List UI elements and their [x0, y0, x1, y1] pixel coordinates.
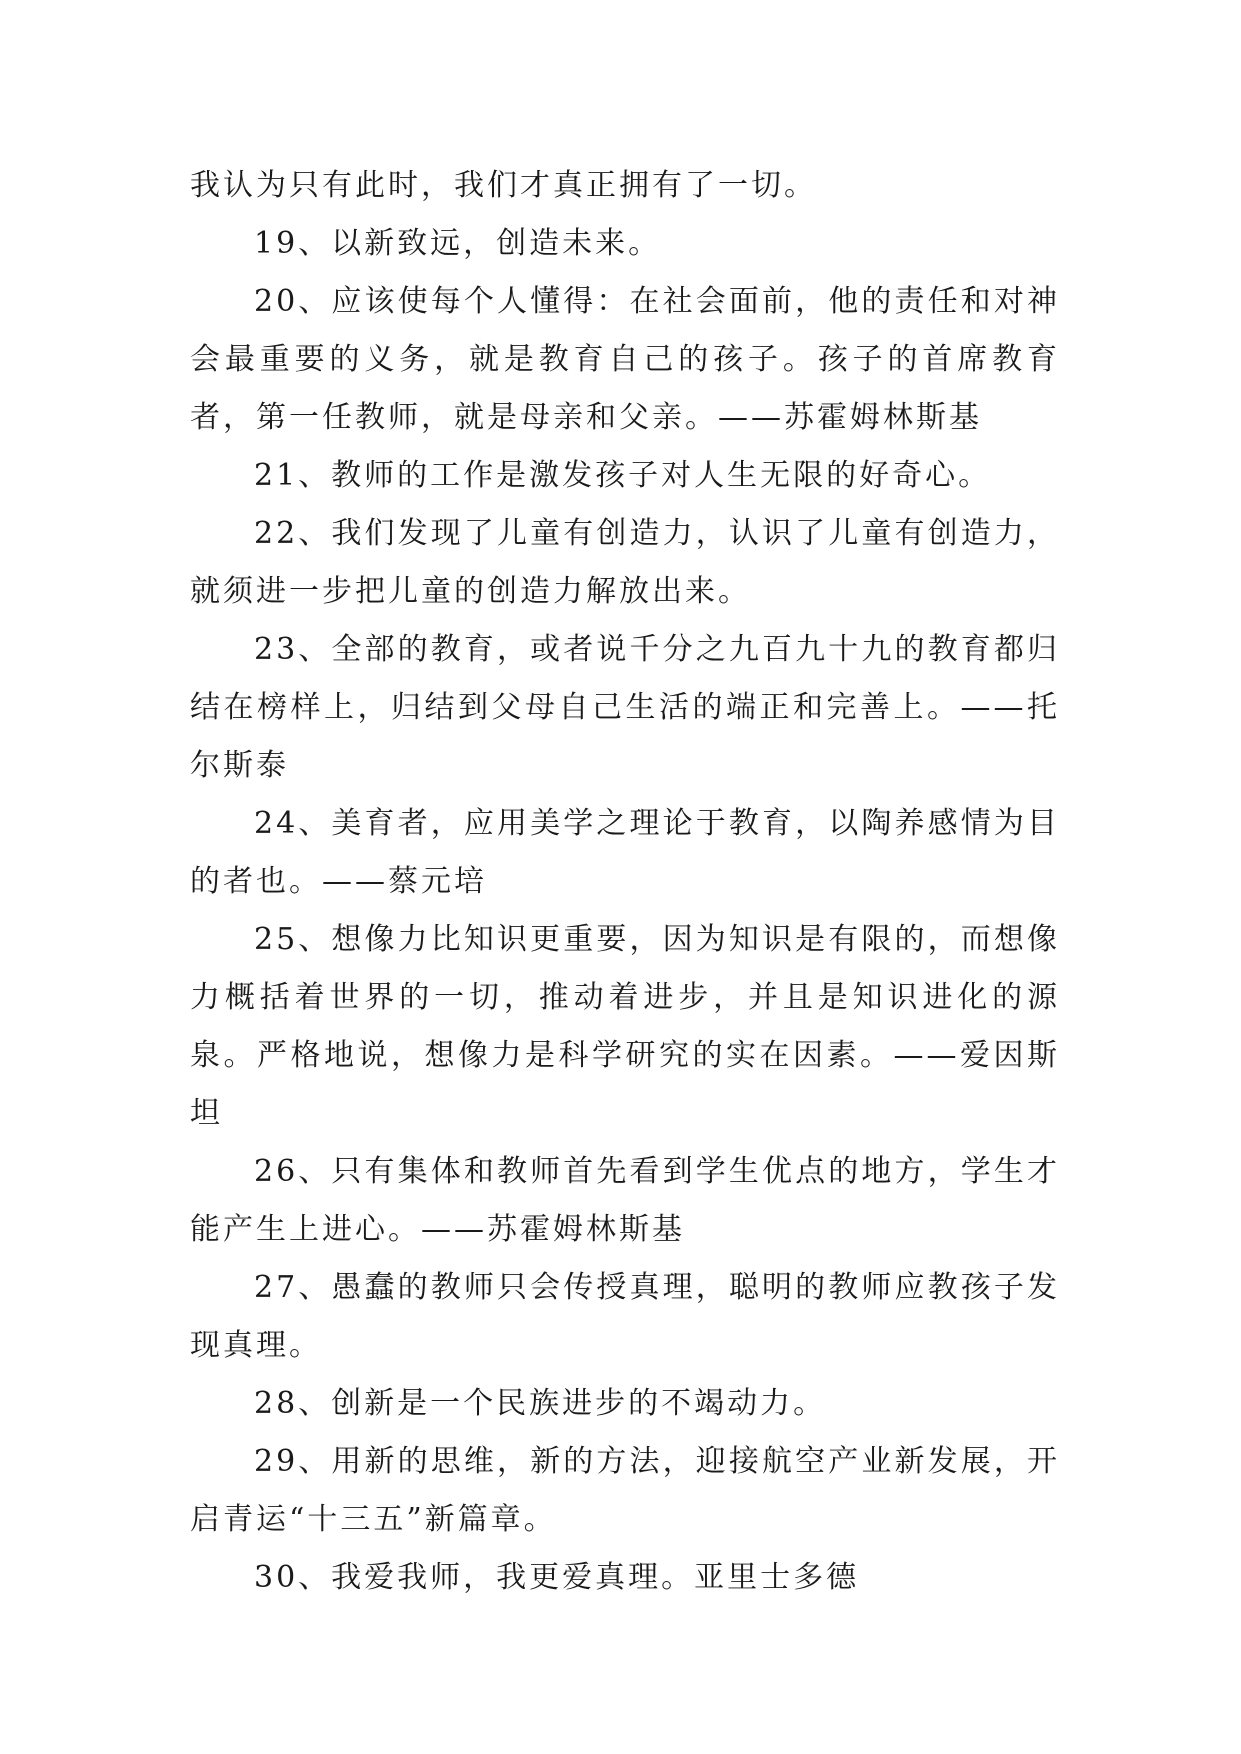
quote-30: 30、我爱我师，我更爱真理。亚里士多德	[254, 1560, 860, 1595]
document-body	[190, 157, 1060, 1607]
quote-24: 24、美育者，应用美学之理论于教育，以陶养感情为目的者也。——蔡元培	[190, 806, 1060, 899]
quote-28: 28、创新是一个民族进步的不竭动力。	[254, 1386, 827, 1421]
quote-23: 23、全部的教育，或者说千分之九百九十九的教育都归结在榜样上，归结到父母自己生活的端正和完善上。——托尔斯泰	[190, 632, 1060, 783]
quote-26: 26、只有集体和教师首先看到学生优点的地方，学生才能产生上进心。——苏霍姆林斯基	[190, 1154, 1060, 1247]
quote-22: 22、我们发现了儿童有创造力，认识了儿童有创造力，就须进一步把儿童的创造力解放出来。	[190, 516, 1060, 609]
paragraph-continuation: 我认为只有此时，我们才真正拥有了一切。	[190, 168, 817, 203]
quote-27: 27、愚蠢的教师只会传授真理，聪明的教师应教孩子发现真理。	[190, 1270, 1060, 1363]
quote-19: 19、以新致远，创造未来。	[254, 226, 662, 261]
quote-20: 20、应该使每个人懂得：在社会面前，他的责任和对神会最重要的义务，就是教育自己的孩子。孩子的首席教育者，第一任教师，就是母亲和父亲。——苏霍姆林斯基	[190, 284, 1060, 435]
quote-29: 29、用新的思维，新的方法，迎接航空产业新发展，开启青运“十三五”新篇章。	[190, 1444, 1060, 1537]
quote-25: 25、想像力比知识更重要，因为知识是有限的，而想像力概括着世界的一切，推动着进步，并且是知识进化的源泉。严格地说，想像力是科学研究的实在因素。——爱因斯坦	[190, 922, 1060, 1131]
quote-21: 21、教师的工作是激发孩子对人生无限的好奇心。	[254, 458, 992, 493]
